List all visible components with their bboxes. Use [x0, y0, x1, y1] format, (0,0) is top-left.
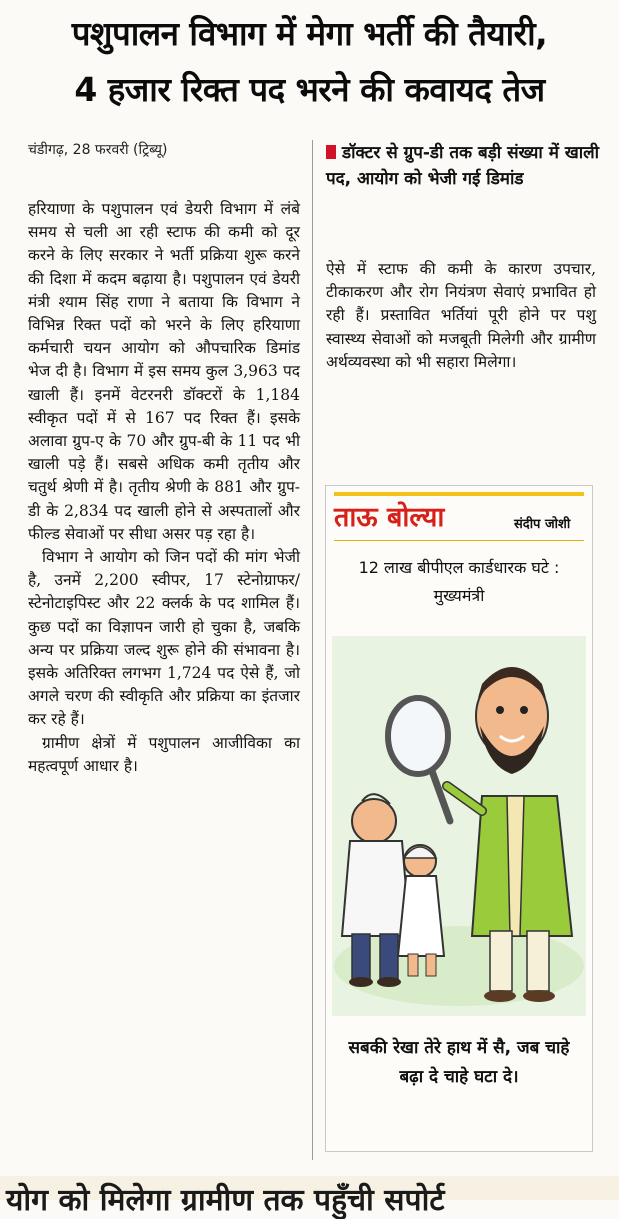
- cartoon-punchline: सबकी रेखा तेरे हाथ में सै, जब चाहे बढ़ा दे चाहे घटा दे।: [348, 1038, 570, 1087]
- next-headline-text: योग को मिलेगा ग्रामीण तक पहुँची सपोर्ट: [6, 1183, 445, 1218]
- headline: [0, 6, 619, 118]
- cartoon-mid-rule: [334, 540, 584, 541]
- headline-line-1: पशुपालन विभाग में मेगा भर्ती की तैयारी,: [71, 14, 548, 53]
- cartoon-panel: [325, 485, 593, 1152]
- subheading-text: डॉक्टर से ग्रुप-डी तक बड़ी संख्या में खाली पद, आयोग को भेजी गई डिमांड: [326, 143, 600, 189]
- cartoon-byline: संदीप जोशी: [514, 517, 571, 532]
- red-bullet-icon: [326, 145, 336, 159]
- article-body-right: [326, 258, 596, 374]
- cartoon-news-caption: 12 लाख बीपीएल कार्डधारक घटे : मुख्यमंत्री: [358, 558, 560, 605]
- article-paragraph: ऐसे में स्टाफ की कमी के कारण उपचार, टीकाकरण और रोग नियंत्रण सेवाएं प्रभावित हो रही हैं। प्रस्तावित भर्तियां पूरी होने पर पशु स्वास्थ्य सेवाओं को मजबूती मिलेगी और ग्रामीण अर्थव्यवस्था को भी सहारा मिलेगा।: [326, 260, 596, 371]
- headline-line-2: 4 हजार रिक्त पद भरने की कवायद तेज: [74, 70, 545, 109]
- article-paragraph: विभाग ने आयोग को जिन पदों की मांग भेजी है, उनमें 2,200 स्वीपर, 17 स्टेनोग्राफर/स्टेनोटाइपिस्ट और 22 क्लर्क के पद शामिल हैं। कुछ पदों का विज्ञापन जारी हो चुका है, जबकि अन्य पर प्रक्रिया जल्द शुरू होने की संभावना है। इसके अतिरिक्त लगभग 1,724 पद ऐसे हैं, जो अगले चरण की स्वीकृति और प्रक्रिया का इंतजार कर रहे हैं।: [28, 548, 300, 729]
- article-body-left: [28, 198, 300, 778]
- article-paragraph: हरियाणा के पशुपालन एवं डेयरी विभाग में लंबे समय से चली आ रही स्टाफ की कमी को दूर करने के लिए सरकार ने भर्ती प्रक्रिया शुरू करने की दिशा में कदम बढ़ाया है। पशुपालन एवं डेयरी मंत्री श्याम सिंह राणा ने बताया कि विभाग ने विभिन्न रिक्त पदों को भरने के लिए हरियाणा कर्मचारी चयन आयोग को औपचारिक डिमांड भेज दी है। विभाग में इस समय कुल 3,963 पद खाली हैं। इनमें वेटरनरी डॉक्टरों के 1,184 स्वीकृत पदों में से 167 पद रिक्त हैं। इसके अलावा ग्रुप-ए के 70 और ग्रुप-बी के 11 पद भी खाली पड़े हैं। सबसे अधिक कमी तृतीय और चतुर्थ श्रेणी में है। तृतीय श्रेणी के 881 और ग्रुप-डी के 2,834 पद खाली होने से अस्पतालों और फील्ड सेवाओं पर सीधा असर पड़ रहा है।: [28, 200, 300, 543]
- column-divider: [312, 140, 313, 1160]
- subheading: [326, 140, 606, 192]
- article-paragraph: ग्रामीण क्षेत्रों में पशुपालन आजीविका का महत्वपूर्ण आधार है।: [28, 733, 300, 775]
- cartoon-illustration: [332, 636, 586, 1016]
- next-headline-strip: [0, 1176, 619, 1218]
- cartoon-top-rule: [334, 492, 584, 496]
- dateline: चंडीगढ़, 28 फरवरी (ट्रिब्यू): [28, 142, 168, 158]
- cartoon-column-title: ताऊ बोल्या: [334, 502, 445, 533]
